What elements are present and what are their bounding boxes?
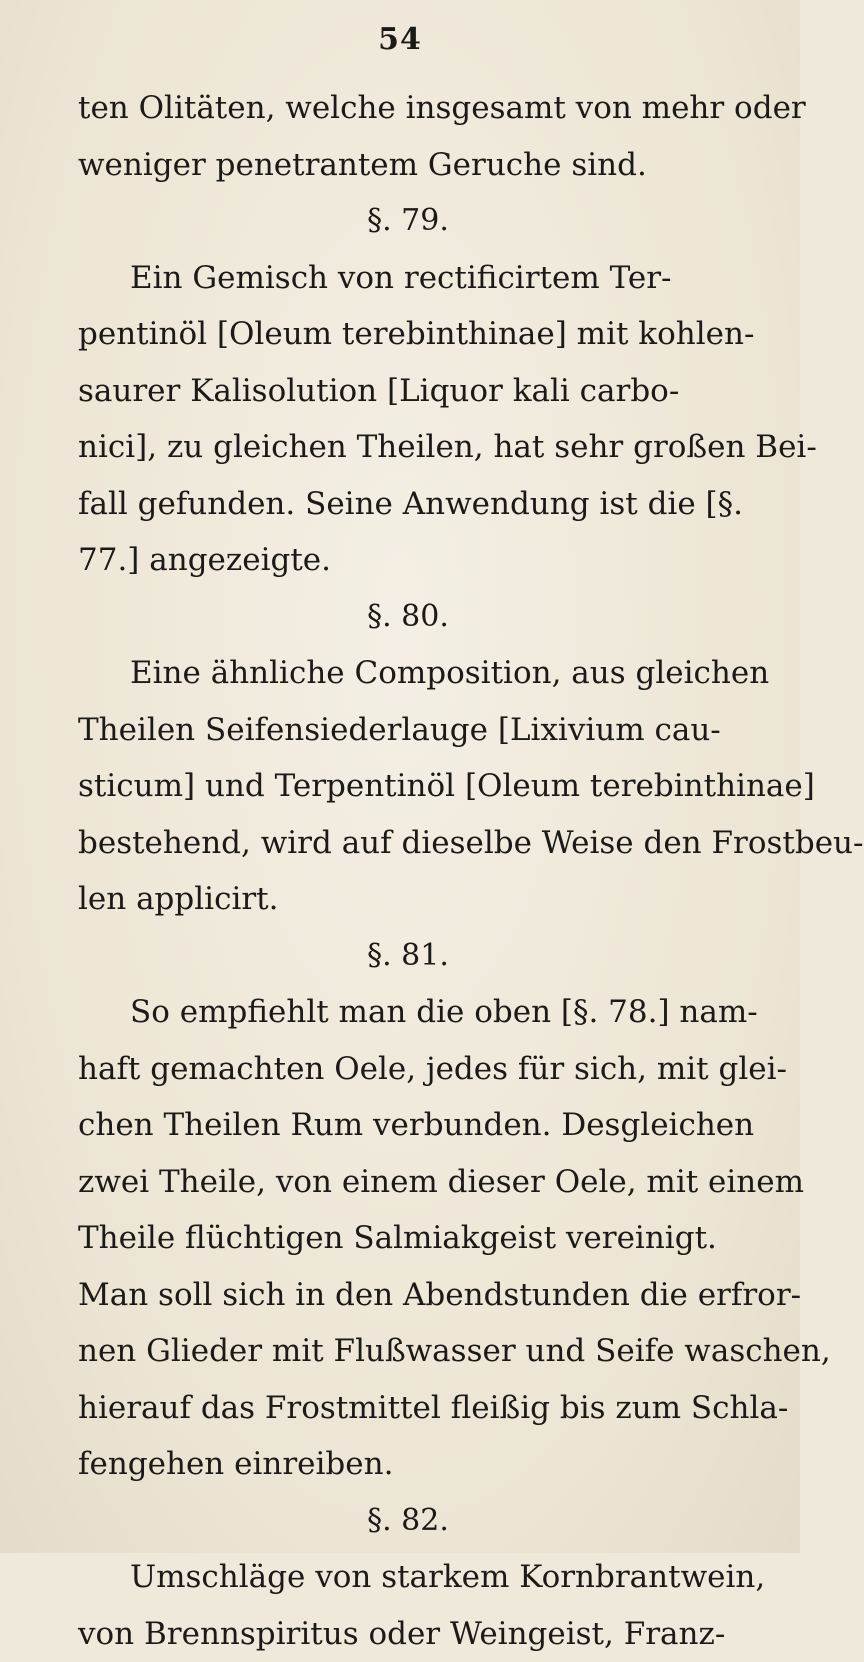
page-number: 54	[0, 22, 800, 57]
text-line: von Brennspiritus oder Weingeist, Franz-	[78, 1606, 738, 1662]
text-line: chen Theilen Rum verbunden. Desgleichen	[78, 1097, 738, 1154]
text-line: nen Glieder mit Flußwasser und Seife waschen,	[78, 1323, 738, 1380]
text-line: bestehend, wird auf dieselbe Weise den Frostbeu-	[78, 815, 738, 872]
text-line: 77.] angezeigte.	[78, 532, 738, 589]
section-heading: §. 82.	[78, 1493, 738, 1550]
section-heading: §. 81.	[78, 928, 738, 985]
text-line: zwei Theile, von einem dieser Oele, mit einem	[78, 1154, 738, 1211]
text-line: ten Olitäten, welche insgesamt von mehr oder	[78, 80, 738, 137]
text-line: pentinöl [Oleum terebinthinae] mit kohlen-	[78, 306, 738, 363]
text-line: Eine ähnliche Composition, aus gleichen	[78, 645, 738, 702]
text-line: Man soll sich in den Abendstunden die erfror-	[78, 1267, 738, 1324]
section-heading: §. 80.	[78, 589, 738, 646]
text-line: Ein Gemisch von rectificirtem Ter-	[78, 250, 738, 307]
text-line: len applicirt.	[78, 871, 738, 928]
text-line: fall gefunden. Seine Anwendung ist die [§.	[78, 476, 738, 533]
text-line: Umschläge von starkem Kornbrantwein,	[78, 1549, 738, 1606]
text-line: So empfiehlt man die oben [§. 78.] nam-	[78, 984, 738, 1041]
body-text	[78, 80, 738, 1662]
text-line: Theile flüchtigen Salmiakgeist vereinigt.	[78, 1210, 738, 1267]
text-line: nici], zu gleichen Theilen, hat sehr großen Bei-	[78, 419, 738, 476]
text-line: weniger penetrantem Geruche sind.	[78, 137, 738, 194]
text-line: saurer Kalisolution [Liquor kali carbo-	[78, 363, 738, 420]
text-line: hierauf das Frostmittel fleißig bis zum Schla-	[78, 1380, 738, 1437]
section-heading: §. 79.	[78, 193, 738, 250]
text-line: Theilen Seifensiederlauge [Lixivium cau-	[78, 702, 738, 759]
text-line: sticum] und Terpentinöl [Oleum terebinthinae]	[78, 758, 738, 815]
text-line: fengehen einreiben.	[78, 1436, 738, 1493]
text-line: haft gemachten Oele, jedes für sich, mit glei-	[78, 1041, 738, 1098]
